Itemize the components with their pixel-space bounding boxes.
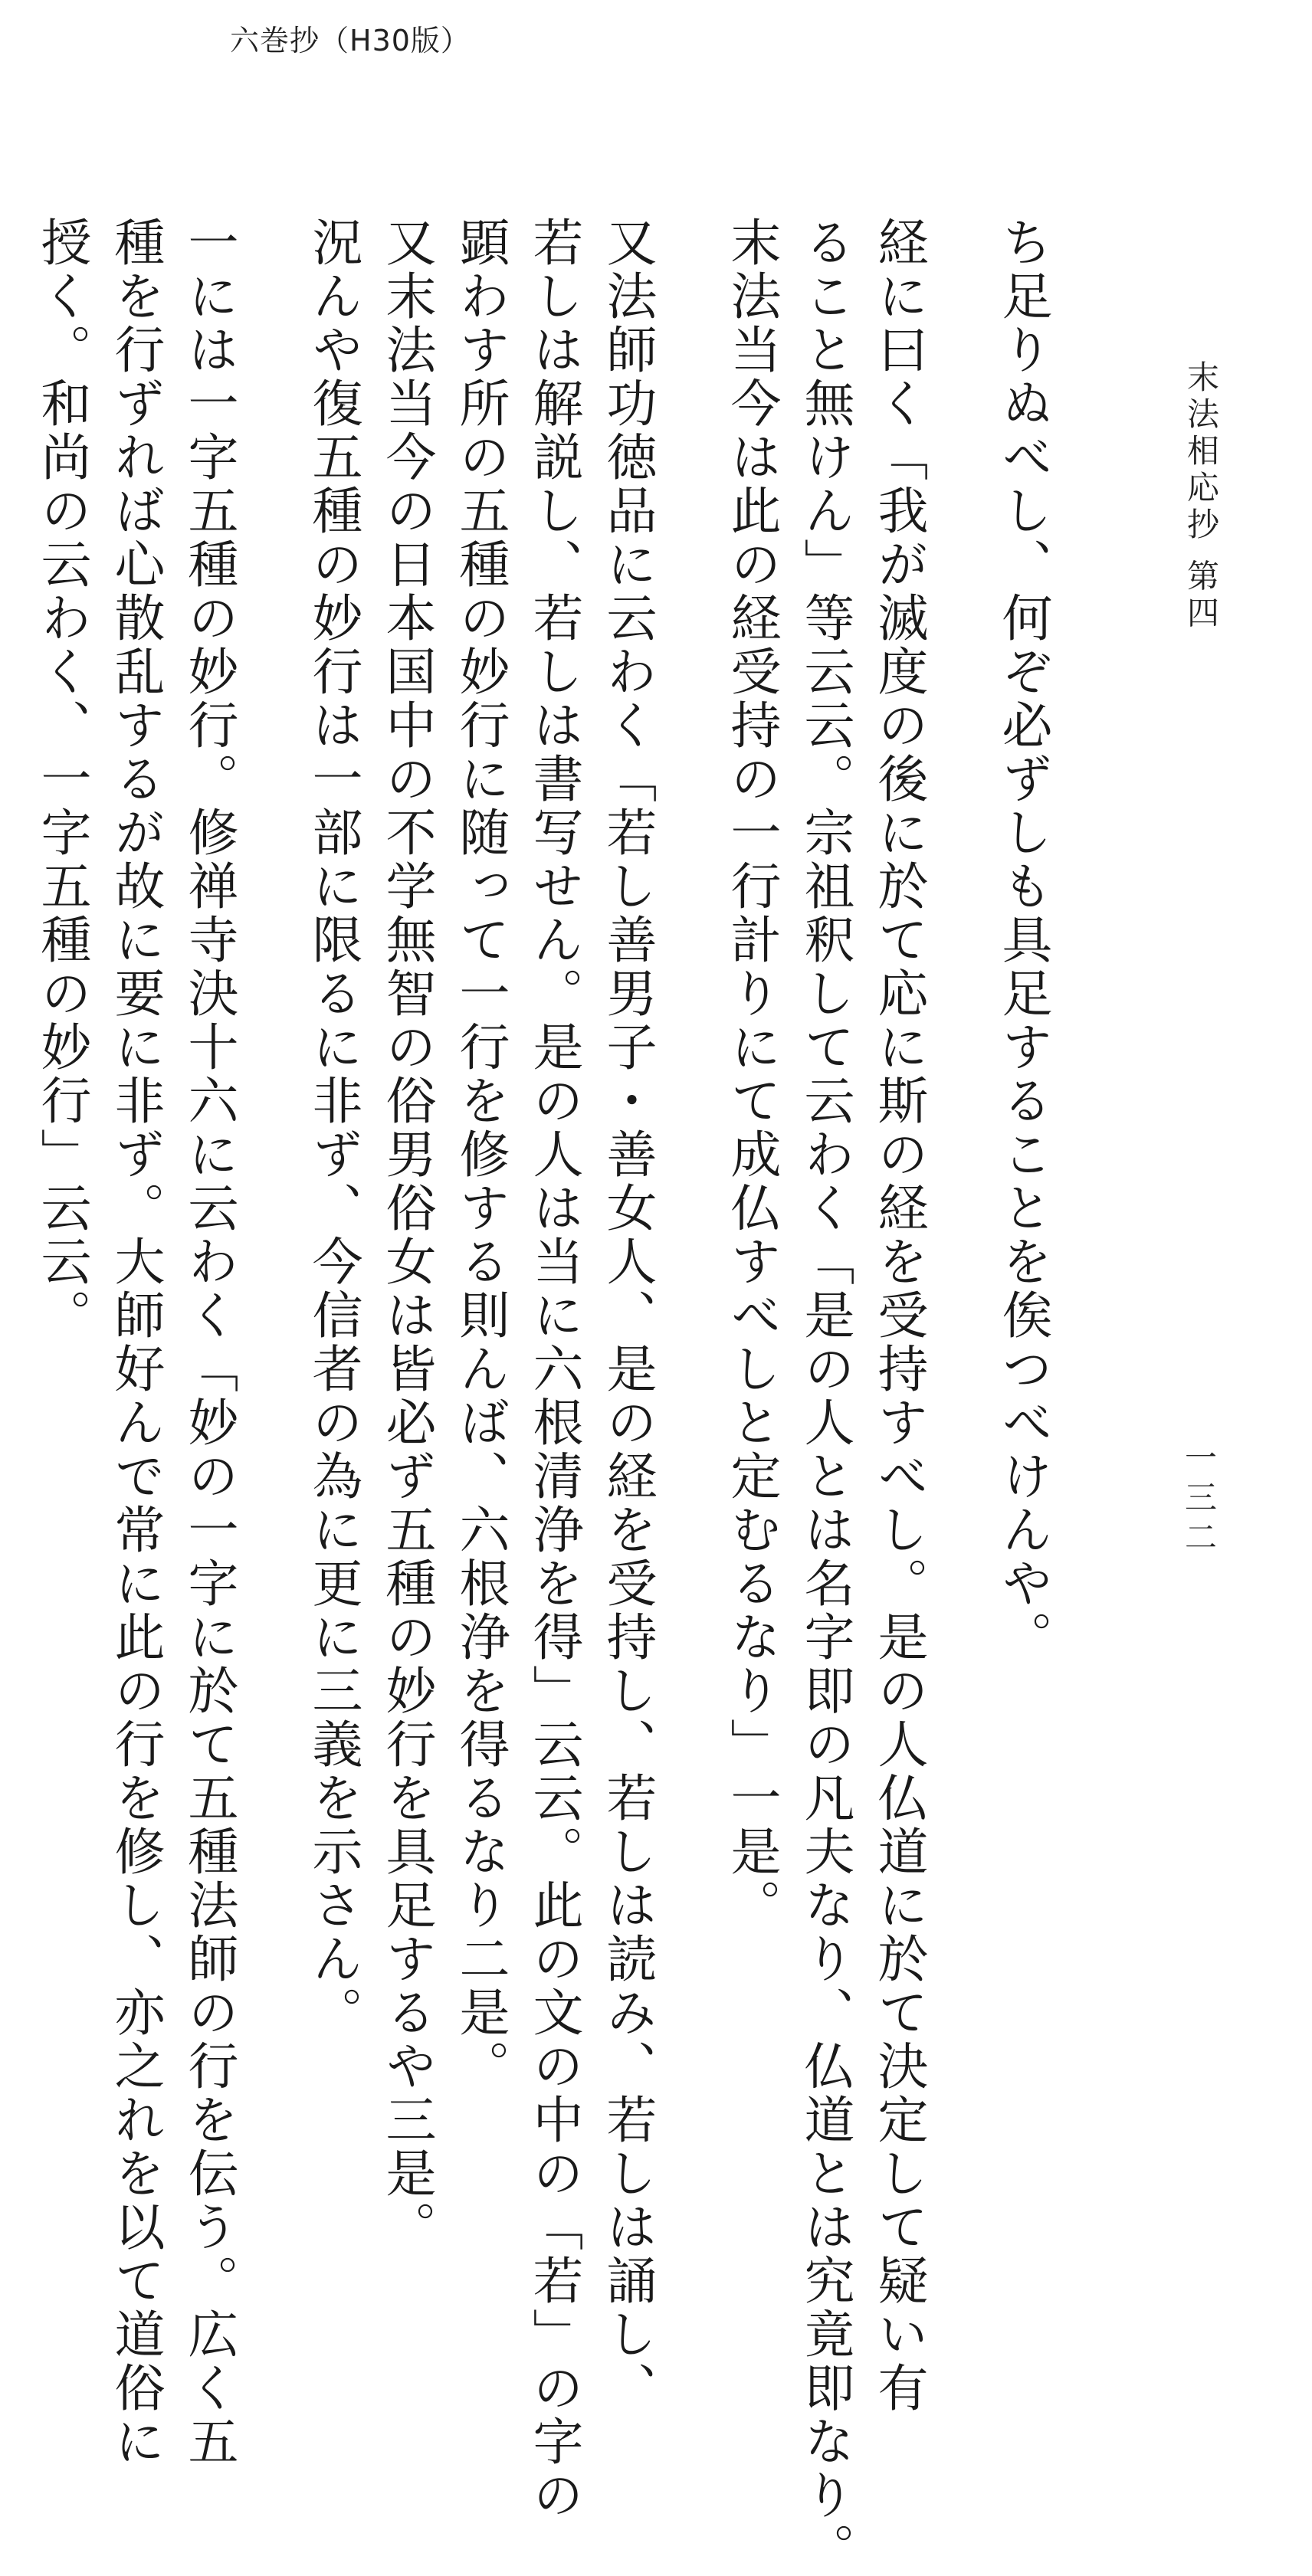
text-column: 一には一字五種の妙行。修禅寺決十六に云わく「妙の一字に於て五種法師の行を伝う。広く五 bbox=[179, 216, 238, 2469]
text-column: 又末法当今の日本国中の不学無智の俗男俗女は皆必ず五種の妙行を具足するや三是。 bbox=[377, 216, 436, 2254]
text-column: 授く。和尚の云わく、一字五種の妙行」云云。 bbox=[32, 216, 91, 1342]
text-column: ること無けん」等云云。宗祖釈して云わく「是の人とは名字即の凡夫なり、仏道とは究竟即なり。 bbox=[795, 216, 854, 2576]
body-text bbox=[32, 216, 1059, 2576]
text-column: ち足りぬべし、何ぞ必ずしも具足することを俟つべけんや。 bbox=[993, 216, 1052, 1664]
running-head: 末法相応抄 第四 bbox=[1182, 360, 1220, 633]
page-number: 一三二 bbox=[1180, 1440, 1218, 1560]
text-column: 経に曰く「我が滅度の後に於て応に斯の経を受持すべし。是の人仏道に於て決定して疑い有 bbox=[869, 216, 928, 2415]
text-column: 又法師功徳品に云わく「若し善男子・善女人、是の経を受持し、若しは読み、若しは誦し、 bbox=[598, 216, 657, 2415]
text-column: 顕わす所の五種の妙行に随って一行を修する則んば、六根浄を得るなり二是。 bbox=[451, 216, 510, 2093]
text-column: 若しは解説し、若しは書写せん。是の人は当に六根清浄を得」云云。此の文の中の「若」の字の bbox=[524, 216, 583, 2522]
text-column: 末法当今は此の経受持の一行計りにて成仏すべしと定むるなり」一是。 bbox=[722, 216, 781, 1932]
book-title: 六巻抄（H30版） bbox=[230, 24, 471, 57]
text-column bbox=[0, 216, 25, 1817]
text-column: 種を行ずれば心散乱するが故に要に非ず。大師好んで常に此の行を修し、亦之れを以て道俗に bbox=[106, 216, 165, 2469]
text-column: 況んや復五種の妙行は一部に限るに非ず、今信者の為に更に三義を示さん。 bbox=[303, 216, 362, 2040]
